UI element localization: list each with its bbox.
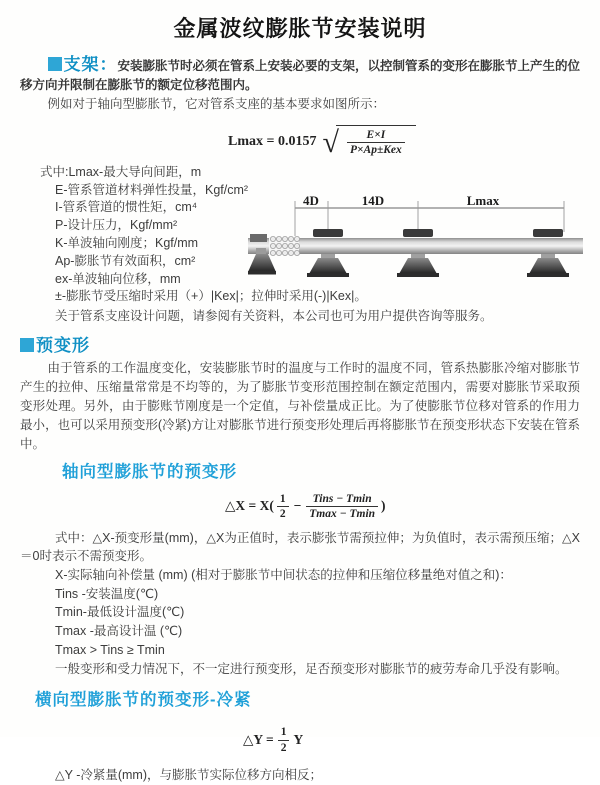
support-intro-text: 安装膨胀节时必须在管系上安装必要的支架，以控制管系的变形在膨胀节上产生的位移方向并限制在膨胀节的额定位移范围内。	[20, 59, 581, 92]
definition-line: K-单波轴向刚度；Kgf/mm	[55, 235, 199, 250]
radical-sign: √	[322, 125, 339, 159]
predeform-section-heading	[20, 335, 600, 357]
axial-note-line: Tmax -最高设计温 (℃)	[55, 624, 183, 639]
axial-note-line: Tmax > Tins ≥ Tmin	[55, 642, 165, 657]
definition-line: Ap-膨胀节有效面积，cm²	[55, 253, 196, 268]
axial-note-line: 一般变形和受力情况下，不一定进行预变形，足否预变形对膨胀节的疲劳寿命几乎没有影响。	[55, 661, 568, 676]
definition-line: 式中:Lmax-最大导向间距，m	[40, 164, 202, 179]
lateral-subsection-heading: 横向型膨胀节的预变形-冷紧	[35, 691, 252, 710]
axial-shizhong-paragraph: 式中：△X-预变形量(mm)，△X为正值时，表示膨张节需预拉伸；为负值时，表示需预压缩；△X＝0时表示不需预变形。	[20, 530, 580, 564]
lateral-note-line: △Y -冷紧量(mm)，与膨胀节实际位移方向相反；	[55, 768, 323, 783]
definition-line: I-管系管道的惯性矩，cm⁴	[55, 200, 198, 215]
definition-line: 关于管系支座设计问题，请参阅有关资料，本公司也可为用户提供咨询等服务。	[55, 309, 493, 324]
temp-numerator: Tins − Tmin	[306, 492, 378, 507]
lateral-coldtight-formula	[243, 725, 600, 755]
half-numerator: 1	[277, 492, 289, 507]
half-denominator: 2	[280, 741, 287, 754]
predeform-heading-text: 预变形	[36, 335, 90, 355]
axial-subsection-heading: 轴向型膨胀节的预变形	[62, 462, 237, 481]
sqrt-numerator: E×I	[347, 128, 405, 143]
axial-note-line: Tins -安装温度(℃)	[55, 586, 159, 601]
lateral-formula-lhs: △Y =	[243, 731, 274, 747]
sqrt-denominator: P×Ap±Kex	[349, 144, 402, 157]
dim-label-4d: 4D	[303, 193, 319, 208]
axial-note-line: Tmin-最低设计温度(℃)	[55, 605, 185, 620]
support-section-heading: 支架：	[63, 55, 118, 74]
definition-line: ex-单波轴向位移，mm	[55, 271, 181, 286]
half-denominator: 2	[279, 508, 286, 521]
axial-note-line: X-实际轴向补偿量 (mm) (相对于膨胀节中间状态的拉伸和压缩位移量绝对值之和)：	[55, 568, 512, 583]
definition-line: E-管系管道材料弹性投量，Kgf/cm²	[55, 182, 249, 197]
pipe-support-diagram	[248, 192, 595, 294]
sqrt-expression	[322, 125, 415, 158]
dim-label-14d: 14D	[361, 193, 385, 208]
bellows-icon	[269, 236, 300, 255]
half-numerator: 1	[278, 725, 290, 740]
dim-label-lmax: Lmax	[466, 193, 500, 208]
section-marker-icon	[48, 57, 62, 71]
axial-formula-lhs: △X = X(	[225, 498, 274, 514]
section-marker-icon	[20, 338, 34, 352]
lmax-formula-lhs: Lmax = 0.0157	[228, 133, 317, 149]
axial-predeform-formula	[225, 492, 600, 522]
predeform-body-paragraph: 由于管系的工作温度变化，安装膨胀节时的温度与工作时的温度不同，管系热膨胀冷缩对膨胀节产生的拉伸、压缩量常常是不均等的，为了膨胀节变形范围控制在额定范围内，需要对膨胀节采取预变形处理。另外，由于膨账节刚度是一个定值，与补偿量成正比。为了使膨胀节位移对管系的作用力最小，也可以采用预变形(冷紧)方让对膨胀节进行预变形处理后再将膨胀节在预变形状态下安装在管系中。	[20, 360, 580, 451]
lmax-formula	[228, 125, 600, 158]
minus-sign: −	[293, 498, 302, 514]
page-title: 金属波纹膨胀节安装说明	[173, 16, 427, 41]
temp-denominator: Tmax − Tmin	[309, 508, 376, 521]
definition-line: P-设计压力，Kgf/mm²	[55, 218, 178, 233]
support-intro-paragraph	[20, 55, 580, 95]
definition-line: ±-膨胀节受压缩时采用（+）|Kex|；拉伸时采用(-)|Kex|。	[55, 289, 367, 304]
lateral-formula-rhs: Y	[293, 731, 304, 747]
right-paren: )	[381, 498, 386, 514]
support-example-line: 例如对于轴向型膨胀节，它对管系支座的基本要求如图所示：	[47, 97, 386, 111]
